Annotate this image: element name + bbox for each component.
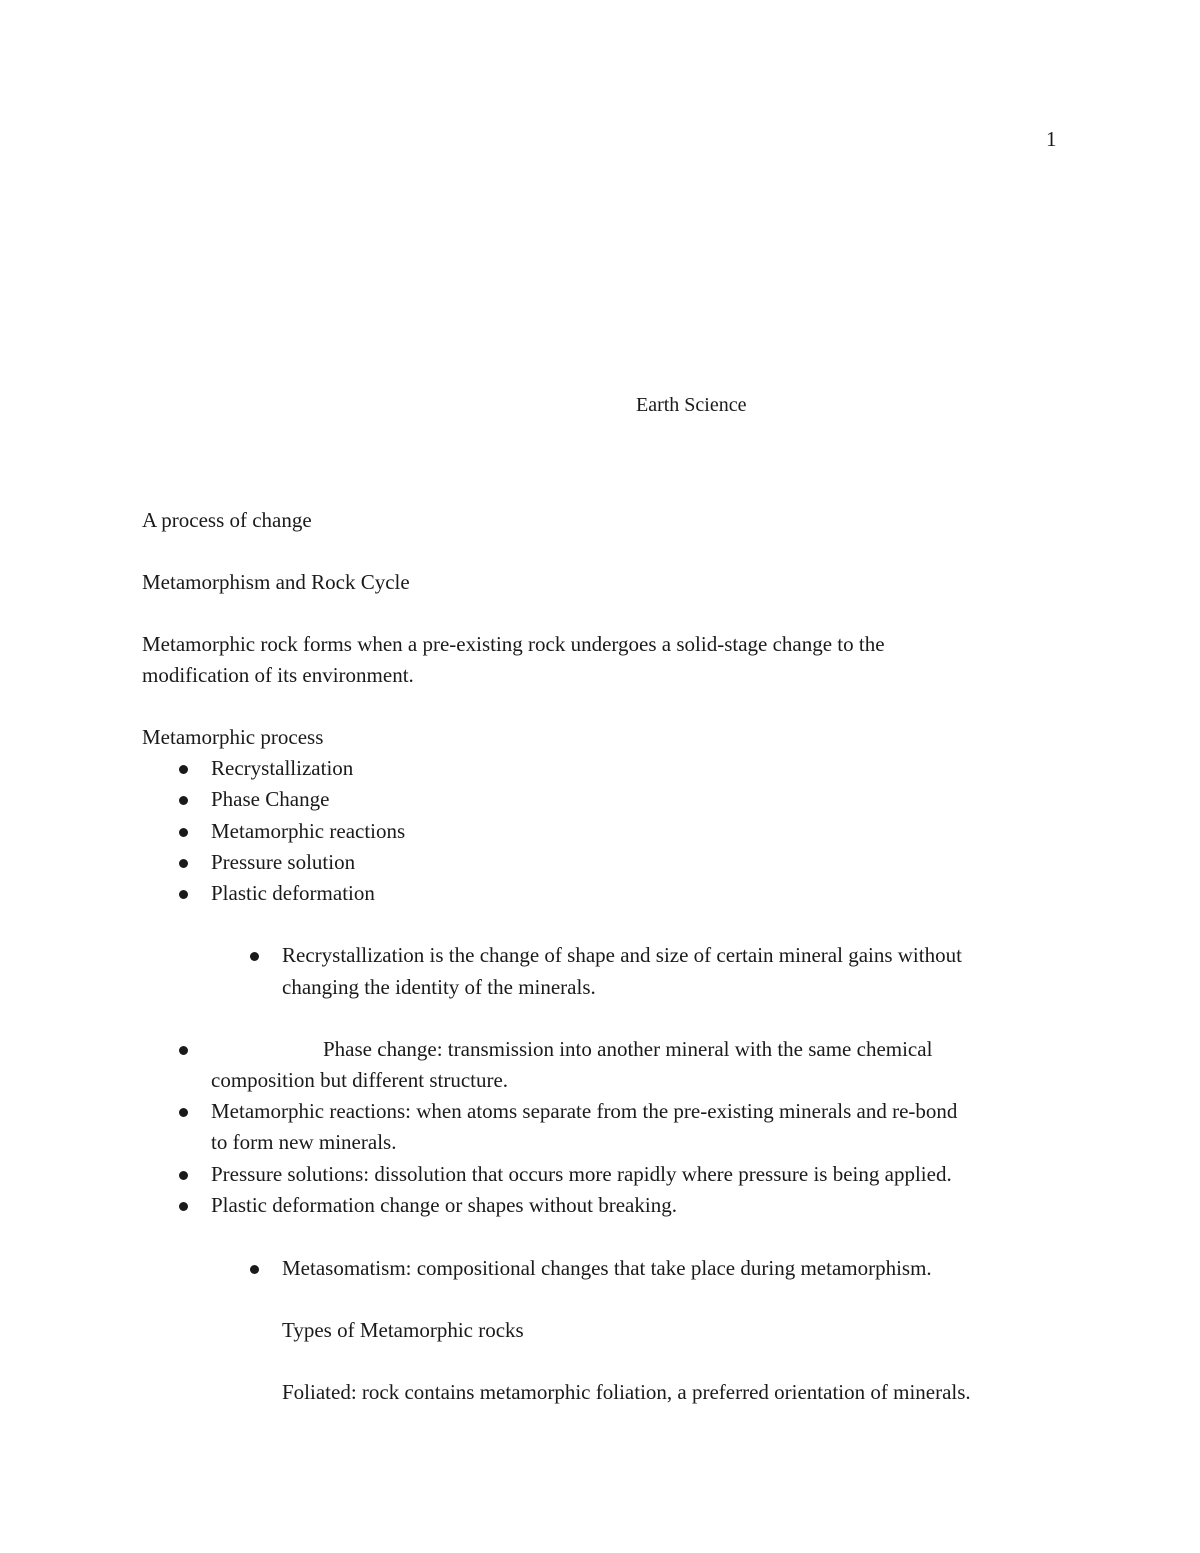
section-heading: A process of change <box>142 508 312 532</box>
process-list-item: Recrystallization <box>211 756 354 780</box>
bullet-icon <box>250 952 259 961</box>
process-list-item: Pressure solution <box>211 850 356 874</box>
section-subheading: Metamorphism and Rock Cycle <box>142 570 410 594</box>
bullet-icon <box>179 1202 188 1211</box>
detail-phase-change-line: composition but different structure. <box>211 1068 509 1092</box>
bullet-icon <box>179 1046 188 1055</box>
bullet-icon <box>179 859 188 868</box>
process-list-item: Metamorphic reactions <box>211 819 406 843</box>
bullet-icon <box>179 1108 188 1117</box>
document-title: Earth Science <box>636 394 747 416</box>
intro-paragraph-line: Metamorphic rock forms when a pre-existing rock undergoes a solid-stage change to the <box>142 632 885 656</box>
detail-plastic-deformation: Plastic deformation change or shapes without breaking. <box>211 1193 677 1217</box>
bullet-icon <box>250 1265 259 1274</box>
bullet-icon <box>179 796 188 805</box>
detail-metasomatism: Metasomatism: compositional changes that take place during metamorphism. <box>282 1256 932 1280</box>
page-number: 1 <box>1046 127 1057 151</box>
detail-recrystallization-line: Recrystallization is the change of shape and size of certain mineral gains without <box>282 943 962 967</box>
process-list-item: Plastic deformation <box>211 881 375 905</box>
detail-reactions-line: to form new minerals. <box>211 1130 397 1154</box>
detail-phase-change-line: Phase change: transmission into another mineral with the same chemical <box>323 1037 933 1061</box>
bullet-icon <box>179 765 188 774</box>
types-foliated: Foliated: rock contains metamorphic foliation, a preferred orientation of minerals. <box>282 1380 971 1404</box>
bullet-icon <box>179 828 188 837</box>
process-list-item: Phase Change <box>211 787 330 811</box>
process-heading: Metamorphic process <box>142 725 324 749</box>
types-heading: Types of Metamorphic rocks <box>282 1318 524 1342</box>
bullet-icon <box>179 1171 188 1180</box>
detail-recrystallization-line: changing the identity of the minerals. <box>282 975 596 999</box>
intro-paragraph-line: modification of its environment. <box>142 663 414 687</box>
detail-pressure-solutions: Pressure solutions: dissolution that occurs more rapidly where pressure is being applied. <box>211 1162 952 1186</box>
detail-reactions-line: Metamorphic reactions: when atoms separate from the pre-existing minerals and re-bond <box>211 1099 958 1123</box>
bullet-icon <box>179 890 188 899</box>
